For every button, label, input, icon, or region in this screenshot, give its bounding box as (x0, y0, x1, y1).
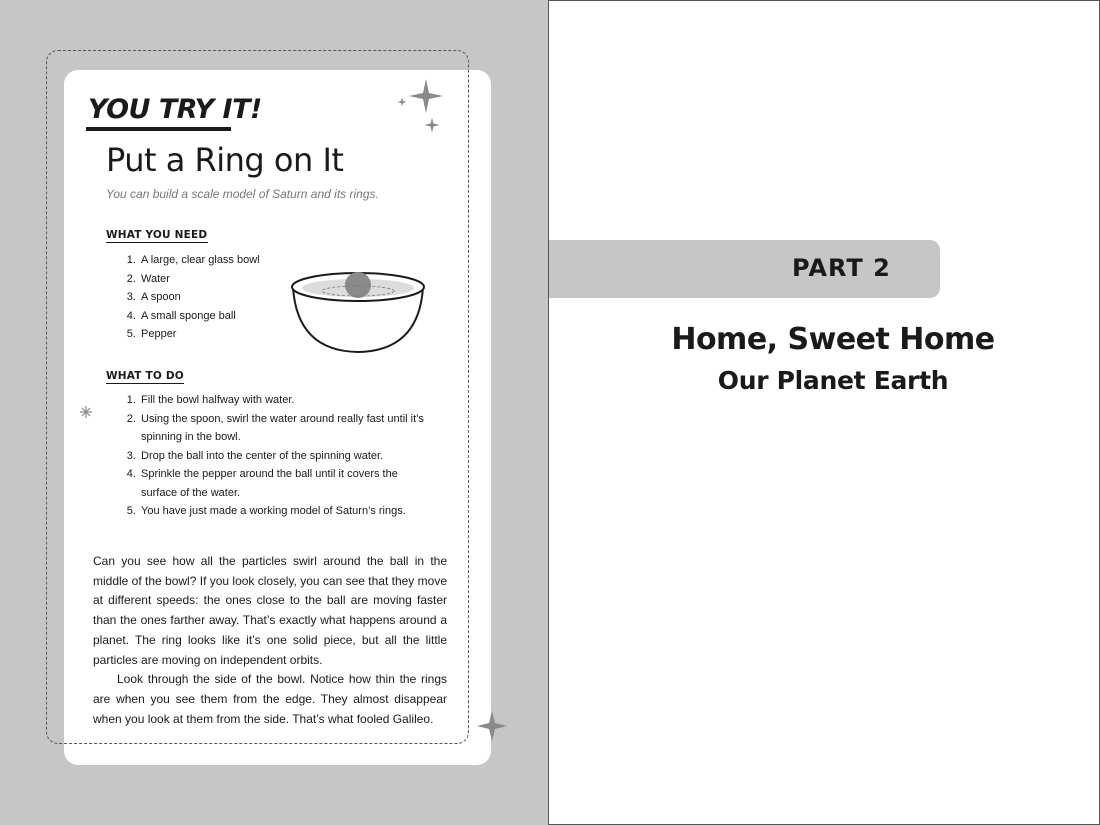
list-item: 3. Drop the ball into the center of the spinning water. (139, 447, 435, 466)
explanation-text (93, 552, 447, 729)
paragraph: Look through the side of the bowl. Notice how thin the rings are when you see them from the edge. They almost disappear when you look at them from the side. That’s what fooled Galileo. (93, 672, 447, 726)
part-title: Home, Sweet Home (671, 322, 995, 357)
activity-title: Put a Ring on It (106, 141, 344, 179)
materials-list (106, 251, 260, 344)
section-rule (106, 242, 208, 243)
what-you-need-heading: WHAT YOU NEED (106, 229, 208, 241)
paragraph: Can you see how all the particles swirl around the ball in the middle of the bowl? If you look closely, you can see that they move at different speeds: the ones close to the ball are moving faster than the ones farther away. That’s exactly what happens around a planet. The ring looks like it’s one solid piece, but all the little particles are moving on independent orbits. (93, 554, 447, 667)
part-label: PART 2 (792, 254, 891, 282)
list-item: 1. A large, clear glass bowl (139, 251, 260, 270)
list-item: 5. You have just made a working model of Saturn’s rings. (139, 502, 435, 521)
list-item: 4. A small sponge ball (139, 307, 260, 326)
list-item: 4. Sprinkle the pepper around the ball until it covers the surface of the water. (139, 465, 435, 502)
bowl-illustration (289, 265, 427, 357)
list-item: 3. A spoon (139, 288, 260, 307)
list-item: 2. Using the spoon, swirl the water around really fast until it’s spinning in the bowl. (139, 410, 435, 447)
activity-subtitle: You can build a scale model of Saturn and its rings. (106, 187, 379, 201)
large-star-icon (408, 78, 444, 114)
small-star-icon (397, 97, 407, 107)
badge-underline (86, 127, 231, 131)
section-rule (106, 383, 184, 384)
you-try-it-badge: YOU TRY IT! (88, 94, 262, 125)
list-item: 1. Fill the bowl halfway with water. (139, 391, 435, 410)
right-page (549, 0, 1100, 825)
part-subtitle: Our Planet Earth (717, 366, 949, 395)
small-star-icon (424, 117, 440, 133)
steps-list (106, 391, 435, 521)
list-item: 2. Water (139, 270, 260, 289)
list-item: 5. Pepper (139, 325, 260, 344)
large-star-icon (476, 710, 508, 742)
small-star-icon (78, 404, 94, 420)
what-to-do-heading: WHAT TO DO (106, 370, 184, 382)
